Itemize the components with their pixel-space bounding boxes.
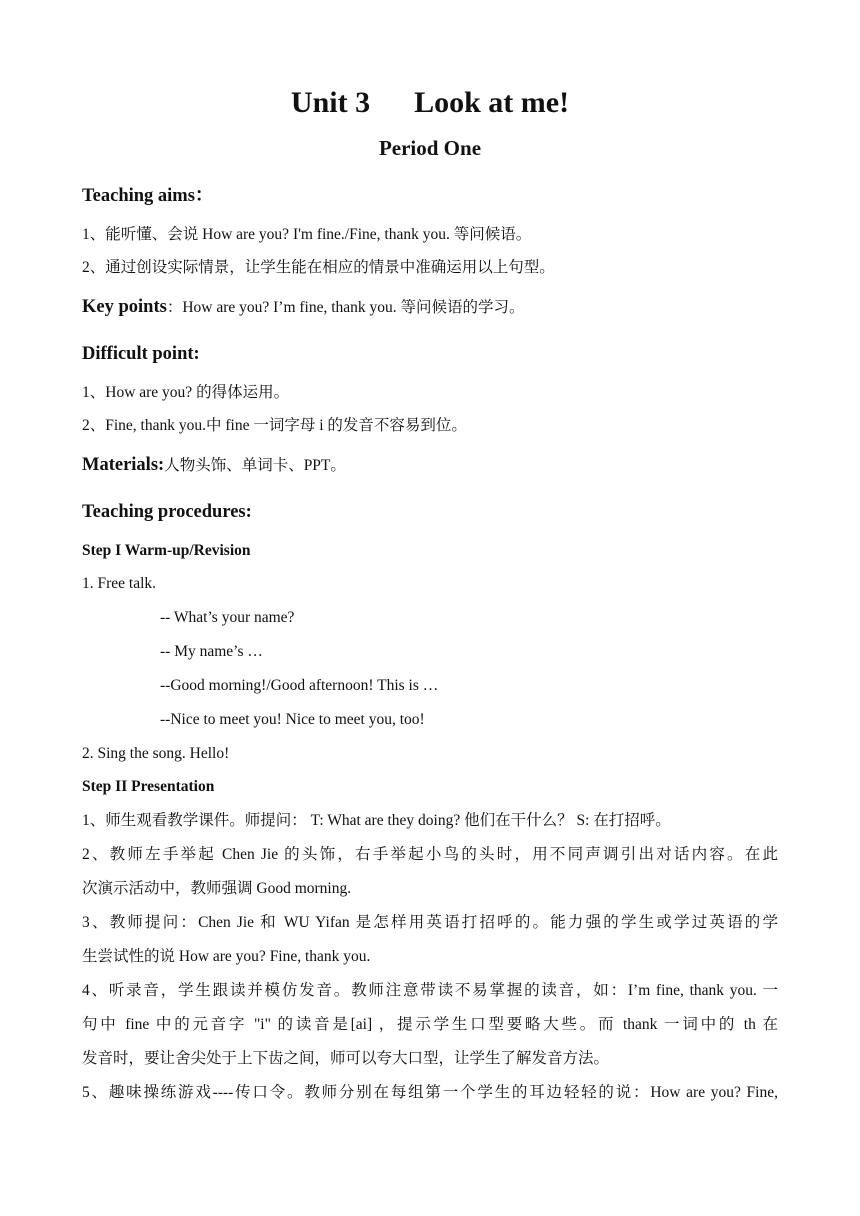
key-points-line bbox=[82, 297, 782, 318]
step2-line-6: 4、听录音，学生跟读并模仿发音。教师注意带读不易掌握的读音，如：I’m fine, thank you. 一 bbox=[82, 982, 778, 999]
step1-item-2: 2. Sing the song. Hello! bbox=[82, 745, 230, 762]
step2-line-8: 发音时，要让舍尖处于上下齿之间，师可以夸大口型，让学生了解发音方法。 bbox=[82, 1050, 610, 1067]
step2-line-4: 3、教师提问：Chen Jie 和 WU Yifan 是怎样用英语打招呼的。能力强的学生或学过英语的学 bbox=[82, 914, 778, 931]
aim-item-2: 2、通过创设实际情景，让学生能在相应的情景中准确运用以上句型。 bbox=[82, 259, 555, 276]
difficult-heading: Difficult point: bbox=[82, 344, 200, 364]
step2-line-2: 2、教师左手举起 Chen Jie 的头饰，右手举起小鸟的头时，用不同声调引出对话内容。在此 bbox=[82, 846, 778, 863]
difficult-item-2: 2、Fine, thank you.中 fine 一词字母 i 的发音不容易到位。 bbox=[82, 417, 467, 434]
step2-line-9: 5、趣味操练游戏----传口令。教师分别在每组第一个学生的耳边轻轻的说：How are you? Fine, bbox=[82, 1084, 778, 1101]
step2-line-5: 生尝试性的说 How are you? Fine, thank you. bbox=[82, 948, 371, 965]
document-subtitle: Period One bbox=[378, 136, 482, 160]
key-points-text: ：How are you? I’m fine, thank you. 等问候语的学习。 bbox=[166, 299, 525, 316]
document-title bbox=[0, 86, 860, 120]
title-unit: Unit 3 bbox=[290, 86, 371, 119]
title-name: Look at me! bbox=[414, 86, 570, 119]
step2-line-7: 句中 fine 中的元音字 "i" 的读音是[ai] ，提示学生口型要略大些。而 thank 一词中的 th 在 bbox=[82, 1016, 778, 1033]
dialogue-line-4: --Nice to meet you! Nice to meet you, too! bbox=[160, 711, 425, 728]
step2-line-1: 1、师生观看教学课件。师提问： T: What are they doing? 他们在干什么？ S: 在打招呼。 bbox=[82, 812, 671, 829]
step2-heading: Step II Presentation bbox=[82, 778, 215, 795]
step1-item-1: 1. Free talk. bbox=[82, 575, 157, 592]
dialogue-line-1: -- What’s your name? bbox=[160, 609, 295, 626]
step1-heading: Step I Warm-up/Revision bbox=[82, 542, 251, 559]
difficult-item-1: 1、How are you? 的得体运用。 bbox=[82, 384, 290, 401]
key-points-label: Key points bbox=[82, 297, 167, 317]
aims-heading: Teaching aims： bbox=[82, 186, 214, 206]
dialogue-line-3: --Good morning!/Good afternoon! This is … bbox=[160, 677, 439, 694]
materials-line bbox=[82, 455, 782, 476]
dialogue-line-2: -- My name’s … bbox=[160, 643, 263, 660]
materials-label: Materials: bbox=[82, 455, 165, 475]
materials-text: 人物头饰、单词卡、PPT。 bbox=[164, 457, 346, 474]
aim-item-1: 1、能听懂、会说 How are you? I'm fine./Fine, thank you. 等问候语。 bbox=[82, 226, 532, 243]
step2-line-3: 次演示活动中，教师强调 Good morning. bbox=[82, 880, 352, 897]
procedures-heading: Teaching procedures: bbox=[82, 502, 252, 522]
